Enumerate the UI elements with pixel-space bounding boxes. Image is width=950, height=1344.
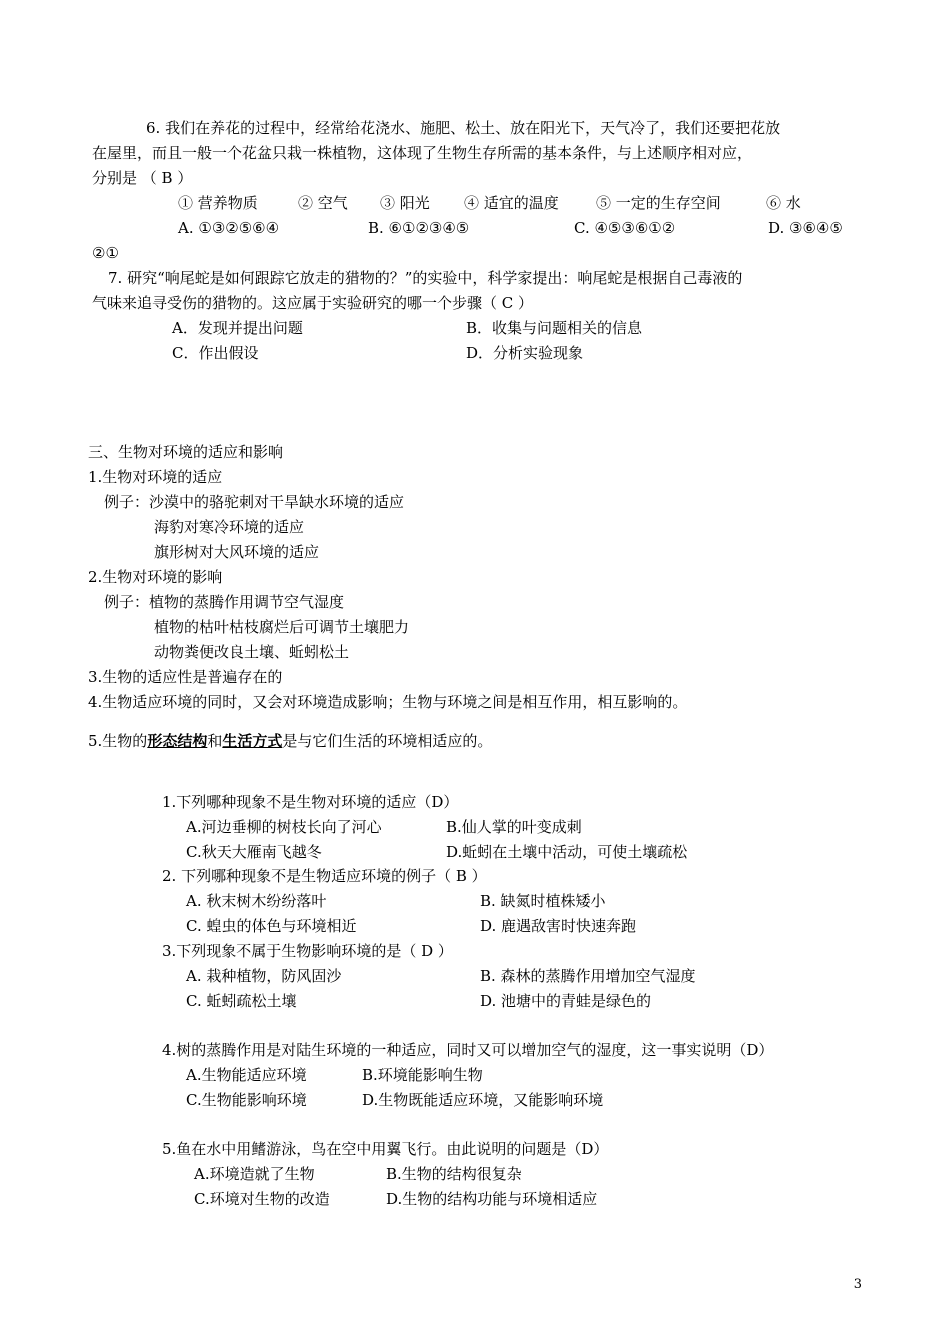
exercise-5-option-b: B.生物的结构很复杂 xyxy=(386,1165,522,1183)
exercise-1-option-a: A.河边垂柳的树枝长向了河心 xyxy=(186,818,382,836)
page-number: 3 xyxy=(853,1277,862,1292)
point-5-keyword-lifestyle: 生活方式 xyxy=(222,732,283,750)
exercise-3-stem: 3.下列现象不属于生物影响环境的是（ D ） xyxy=(162,942,453,960)
exercise-1-option-c: C.秋天大雁南飞越冬 xyxy=(186,843,322,861)
point-1-example-2: 海豹对寒冷环境的适应 xyxy=(154,518,305,536)
q7-option-b: B．收集与问题相关的信息 xyxy=(466,319,643,337)
exercise-2-option-c: C. 蝗虫的体色与环境相近 xyxy=(186,917,357,935)
point-5-keyword-form: 形态结构 xyxy=(147,732,208,750)
exercise-5-stem: 5.鱼在水中用鳍游泳，鸟在空中用翼飞行。由此说明的问题是（D） xyxy=(162,1140,609,1158)
q6-item-1: ① 营养物质 xyxy=(178,194,258,212)
section-title: 三、生物对环境的适应和影响 xyxy=(88,443,284,461)
point-3: 3.生物的适应性是普遍存在的 xyxy=(88,668,283,686)
exercise-1-option-d: D.蚯蚓在土壤中活动，可使土壤疏松 xyxy=(446,843,688,861)
exercise-3-option-c: C. 蚯蚓疏松土壤 xyxy=(186,992,297,1010)
exercise-1-stem: 1.下列哪种现象不是生物对环境的适应（D） xyxy=(162,793,459,811)
exercise-3-option-d: D. 池塘中的青蛙是绿色的 xyxy=(480,992,652,1010)
exercise-4-option-d: D.生物既能适应环境，又能影响环境 xyxy=(362,1091,604,1109)
exercise-5-option-d: D.生物的结构功能与环境相适应 xyxy=(386,1190,598,1208)
q6-line-3: 分别是 （ B ） xyxy=(92,169,193,187)
exercise-2-option-a: A. 秋末树木纷纷落叶 xyxy=(186,892,327,910)
q6-item-6: ⑥ 水 xyxy=(766,194,801,212)
q7-option-c: C．作出假设 xyxy=(172,344,259,362)
q6-option-a: A. ①③②⑤⑥④ xyxy=(178,219,280,237)
exercise-5-option-c: C.环境对生物的改造 xyxy=(194,1190,330,1208)
point-1-example-1: 例子：沙漠中的骆驼刺对干旱缺水环境的适应 xyxy=(104,493,405,511)
point-4: 4.生物适应环境的同时，又会对环境造成影响；生物与环境之间是相互作用，相互影响的。 xyxy=(88,693,688,711)
exercise-3-option-b: B. 森林的蒸腾作用增加空气湿度 xyxy=(480,967,696,985)
q6-item-4: ④ 适宜的温度 xyxy=(464,194,559,212)
q6-option-c: C. ④⑤③⑥①② xyxy=(574,219,676,237)
q6-item-3: ③ 阳光 xyxy=(380,194,430,212)
exercise-4-stem: 4.树的蒸腾作用是对陆生环境的一种适应，同时又可以增加空气的湿度，这一事实说明（D） xyxy=(162,1041,774,1059)
point-5-prefix: 5.生物的 xyxy=(88,732,148,750)
q6-item-5: ⑤ 一定的生存空间 xyxy=(596,194,721,212)
point-5-mid: 和 xyxy=(207,732,223,750)
q7-line-1: 7. 研究“响尾蛇是如何跟踪它放走的猎物的？”的实验中，科学家提出：响尾蛇是根据自己毒液的 xyxy=(108,269,743,287)
q6-line-1: 6. 我们在养花的过程中，经常给花浇水、施肥、松土、放在阳光下，天气冷了，我们还要把花放 xyxy=(146,119,781,137)
q6-option-d-wrap: ②① xyxy=(92,244,119,262)
exercise-4-option-c: C.生物能影响环境 xyxy=(186,1091,307,1109)
q7-option-a: A．发现并提出问题 xyxy=(172,319,303,337)
exercise-4-option-b: B.环境能影响生物 xyxy=(362,1066,483,1084)
exercise-4-option-a: A.生物能适应环境 xyxy=(186,1066,307,1084)
exercise-2-stem: 2. 下列哪种现象不是生物适应环境的例子（ B ） xyxy=(162,867,487,885)
point-1-title: 1.生物对环境的适应 xyxy=(88,468,223,486)
q6-line-2: 在屋里，而且一般一个花盆只栽一株植物，这体现了生物生存所需的基本条件，与上述顺序相对应， xyxy=(92,144,753,162)
point-2-title: 2.生物对环境的影响 xyxy=(88,568,223,586)
exercise-2-option-b: B. 缺氮时植株矮小 xyxy=(480,892,606,910)
exercise-3-option-a: A. 栽种植物，防风固沙 xyxy=(186,967,342,985)
point-2-example-3: 动物粪便改良土壤、蚯蚓松土 xyxy=(154,643,350,661)
q7-line-2: 气味来追寻受伤的猎物的。这应属于实验研究的哪一个步骤（ C ） xyxy=(92,294,534,312)
exercise-1-option-b: B.仙人掌的叶变成刺 xyxy=(446,818,582,836)
q7-option-d: D．分析实验现象 xyxy=(466,344,584,362)
q6-option-d: D. ③⑥④⑤ xyxy=(768,219,843,237)
q6-option-b: B. ⑥①②③④⑤ xyxy=(368,219,470,237)
exercise-2-option-d: D. 鹿遇敌害时快速奔跑 xyxy=(480,917,637,935)
q6-item-2: ② 空气 xyxy=(298,194,348,212)
exercise-5-option-a: A.环境造就了生物 xyxy=(194,1165,315,1183)
point-2-example-2: 植物的枯叶枯枝腐烂后可调节土壤肥力 xyxy=(154,618,410,636)
point-5 xyxy=(88,731,492,751)
point-2-example-1: 例子：植物的蒸腾作用调节空气湿度 xyxy=(104,593,345,611)
point-5-suffix: 是与它们生活的环境相适应的。 xyxy=(282,732,493,750)
point-1-example-3: 旗形树对大风环境的适应 xyxy=(154,543,320,561)
